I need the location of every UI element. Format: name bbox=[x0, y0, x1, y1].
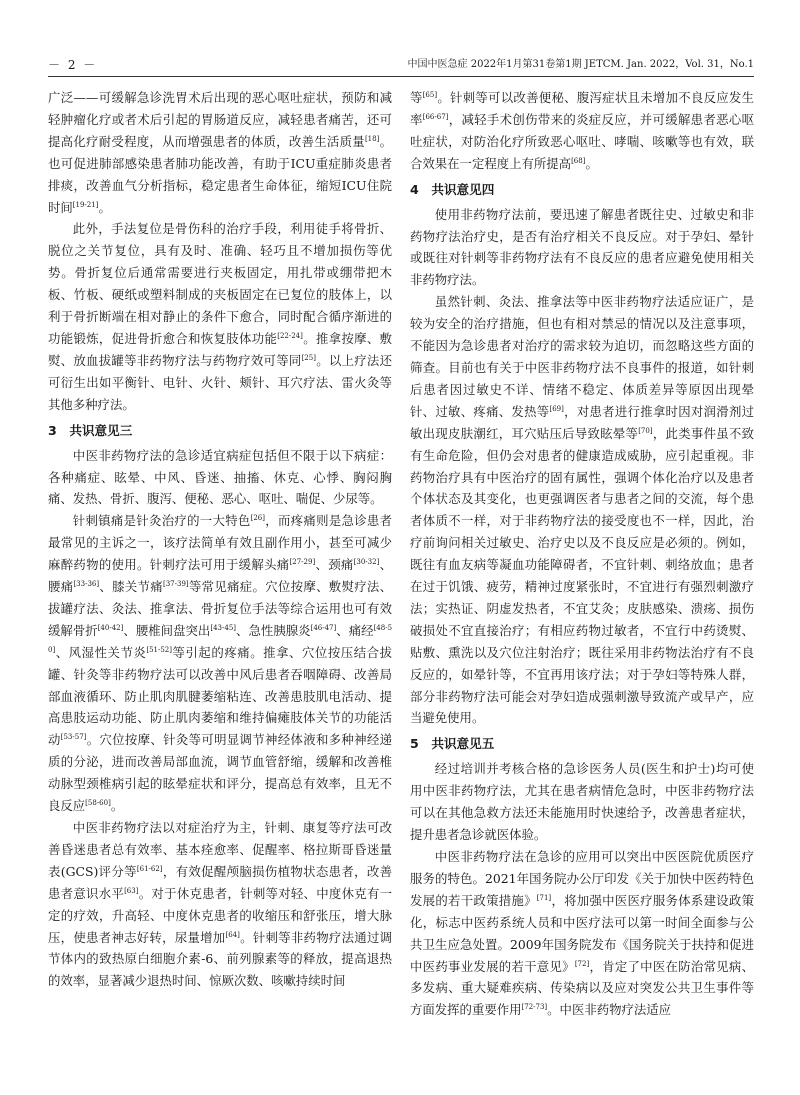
journal-info: 中国中医急症 2022年1月第31卷第1期 JETCM. Jan. 2022，Vol. 31，No.1 bbox=[407, 59, 754, 70]
citation: [22-24] bbox=[277, 331, 303, 340]
section-heading: 4 共识意见四 bbox=[410, 181, 495, 197]
section-heading: 5 共识意见五 bbox=[410, 736, 495, 752]
citation: [27-29] bbox=[289, 558, 316, 567]
citation: [61-62] bbox=[136, 864, 163, 873]
citation: [18] bbox=[364, 134, 380, 143]
citation: [58-60] bbox=[85, 799, 111, 808]
paragraph: 中医非药物疗法以对症治疗为主，针刺、康复等疗法可改善昏迷患者总有效率、基本痊愈率、促醒率、格拉斯哥昏迷量表(GCS)评分等[61-62]，有效促醒颅脑损伤植物状态患者，改善患者意识水平[63]。对于休克患者，针刺等对轻、中度休克有一定的疗效，升高轻、中度休克患者的收缩压和舒张压，增大脉压，使患者神志好转，尿量增加[64]。针刺等非药物疗法通过调节体内的致热原白细胞介素-6、前列腺素等的释放，提高退热的效率，显著减少退热时间、惊厥次数、咳嗽持续时间 bbox=[48, 820, 393, 989]
citation: [53-57] bbox=[60, 733, 87, 742]
citation: [70] bbox=[638, 426, 653, 435]
page-header bbox=[48, 56, 754, 77]
paragraph: 中医非药物疗法的急诊适宜病症包括但不限于以下病症：各种痛症、眩晕、中风、昏迷、抽搐、休克、心悸、胸闷胸痛、发热、骨折、腹泻、便秘、恶心、呕吐、喘促、少尿等。 bbox=[48, 447, 392, 507]
citation: [30-32] bbox=[353, 558, 380, 567]
citation: [64] bbox=[225, 930, 240, 939]
right-column bbox=[410, 87, 754, 1021]
paragraph: 使用非药物疗法前，要迅速了解患者既往史、过敏史和非药物疗法治疗史，是否有治疗相关不良反应。对于孕妇、晕针或既往对针刺等非药物疗法有不良反应的患者应避免使用相关非药物疗法。 bbox=[410, 206, 754, 288]
citation: [26] bbox=[250, 514, 265, 523]
paragraph: 针刺镇痛是针灸治疗的一大特色[26]，而疼痛则是急诊患者最常见的主诉之一，该疗法简单有效且副作用小，甚至可减少麻醉药物的使用。针刺疗法可用于缓解头痛[27-29]、颈痛[30-32]、腰痛[33-36]、膝关节痛[37-39]等常见痛症。穴位按摩、敷熨疗法、拔罐疗法、灸法、推拿法、骨折复位手法等综合运用也可有效缓解骨折[40-42]、腰椎间盘突出[43-45]、急性胰腺炎[46-47]、痛经[48-50]、风湿性关节炎[51-52]等引起的疼痛。推拿、穴位按压结合拔罐、针灸等非药物疗法可以改善中风后患者吞咽障碍、改善局部血液循环、防止肌肉肌腱萎缩粘连、改善患肢肌电活动、提高患肢运动功能、防止肌肉萎缩和维持偏瘫肢体关节的功能活动[53-57]。穴位按摩、针灸等可明显调节神经体液和多种神经递质的分泌，进而改善局部血流，调节血管舒缩，缓解和改善椎动脉型颈椎病引起的眩晕症状和评分，提高总有效率，且无不良反应[58-60]。 bbox=[48, 513, 393, 814]
citation: [46-47] bbox=[310, 623, 337, 632]
citation: [25] bbox=[301, 353, 316, 362]
citation: [19-21] bbox=[72, 200, 99, 209]
citation: [48-50] bbox=[48, 623, 393, 654]
citation: [72] bbox=[574, 959, 590, 968]
citation: [43-45] bbox=[210, 623, 237, 632]
citation: [40-42] bbox=[97, 623, 124, 632]
citation: [68] bbox=[571, 156, 586, 165]
paragraph: 中医非药物疗法在急诊的应用可以突出中医医院优质医疗服务的特色。2021年国务院办公厅印发《关于加快中医药特色发展的若干政策措施》[71]，将加强中医医疗服务体系建设政策化，标志中医药系统人员和中医疗法可以第一时间全面参与公共卫生应急处置。2009年国务院发布《国务院关于扶持和促进中医药事业发展的若干意见》[72]，肯定了中医在防治常见病、多发病、重大疑难疾病、传染病以及应对突发公共卫生事件等方面发挥的重要作用[72-73]。中医非药物疗法适应 bbox=[410, 849, 755, 1018]
citation: [66-67] bbox=[422, 112, 449, 121]
section-heading: 3 共识意见三 bbox=[48, 422, 133, 438]
citation: [33-36] bbox=[73, 580, 100, 589]
citation: [71] bbox=[536, 893, 552, 902]
paragraph: 广泛——可缓解急诊洗胃术后出现的恶心呕吐症状，预防和减轻肿瘤化疗或者术后引起的胃肠道反应，减轻患者痛苦，还可提高化疗耐受程度，从而增强患者的体质，改善生活质量[18]。也可促进肺部感染患者肺功能改善，有助于ICU重症肺炎患者排痰，改善血气分析指标，稳定患者生命体征，缩短ICU住院时间[19-21]。 bbox=[48, 90, 393, 215]
citation: [63] bbox=[124, 886, 139, 895]
paragraph: 虽然针刺、灸法、推拿法等中医非药物疗法适应证广，是较为安全的治疗措施，但也有相对禁忌的情况以及注意事项，不能因为急诊患者对治疗的需求较为迫切，而忽略这些方面的筛查。目前也有关于中医非药物疗法不良事件的报道，如针刺后患者因过敏史不详、情绪不稳定、体质差异等原因出现晕针、过敏、疼痛、发热等[69]，对患者进行推拿时因对润滑剂过敏出现皮肤潮红，耳穴贴压后导致眩晕等[70]，此类事件虽不致有生命危险，但仍会对患者的健康造成威胁，应引起重视。非药物治疗具有中医治疗的固有属性，强调个体化治疗以及患者个体状态及其变化，也更强调医者与患者之间的交流，每个患者体质不一样，对于非药物疗法的接受度也不一样，因此，治疗前询问相关过敏史、治疗史以及不良反应是必须的。例如，既往有血友病等凝血功能障碍者，不宜针刺、刺络放血；患者在过于饥饿、疲劳，精神过度紧张时，不宜进行有强烈刺激疗法；实热证、阴虚发热者，不宜艾灸；皮肤感染、溃疡、损伤破损处不宜直接治疗；有相应药物过敏者，不宜行中药烫熨、贴敷、熏洗以及穴位注射治疗；既往采用非药物法治疗有不良反应的，如晕针等，不宜再用该疗法；对于孕妇等特殊人群，部分非药物疗法可能会对孕妇造成强刺激导致流产或早产，应当避免使用。 bbox=[410, 294, 755, 726]
left-column bbox=[48, 87, 392, 992]
paragraph: 经过培训并考核合格的急诊医务人员(医生和护士)均可使用中医非药物疗法，尤其在患者病情危急时，中医非药物疗法可以在其他急救方法还未能施用时快速给予，改善患者症状，提升患者急诊就医体验。 bbox=[410, 761, 754, 843]
citation: [65] bbox=[422, 91, 438, 99]
citation: [37-39] bbox=[162, 580, 189, 589]
citation: [72-73] bbox=[521, 1003, 548, 1012]
paragraph: 此外，手法复位是骨伤科的治疗手段，利用徒手将骨折、脱位之关节复位，具有及时、准确、轻巧且不增加损伤等优势。骨折复位后通常需要进行夹板固定，用扎带或绷带把木板、竹板、硬纸或塑料制成的夹板固定在已复位的肢体上，以利于骨折断端在相对静止的条件下愈合，同时配合循序渐进的功能锻炼，促进骨折愈合和恢复肢体功能[22-24]。推拿按摩、敷熨、放血拔罐等非药物疗法与药物疗效可等同[25]。以上疗法还可衍生出如平衡针、电针、火针、颊针、耳穴疗法、雷火灸等其他多种疗法。 bbox=[48, 221, 393, 412]
page-number: － 2 － bbox=[48, 58, 98, 72]
paragraph: 等[65]。针刺等可以改善便秘、腹泻症状且未增加不良反应发生率[66-67]，减轻手术创伤带来的炎症反应，并可缓解患者恶心呕吐症状，对防治化疗所致恶心呕吐、哮喘、咳嗽等也有效，联合效果在一定程度上有所提高[68]。 bbox=[410, 90, 755, 171]
citation: [69] bbox=[549, 404, 564, 413]
citation: [51-52] bbox=[146, 645, 172, 654]
